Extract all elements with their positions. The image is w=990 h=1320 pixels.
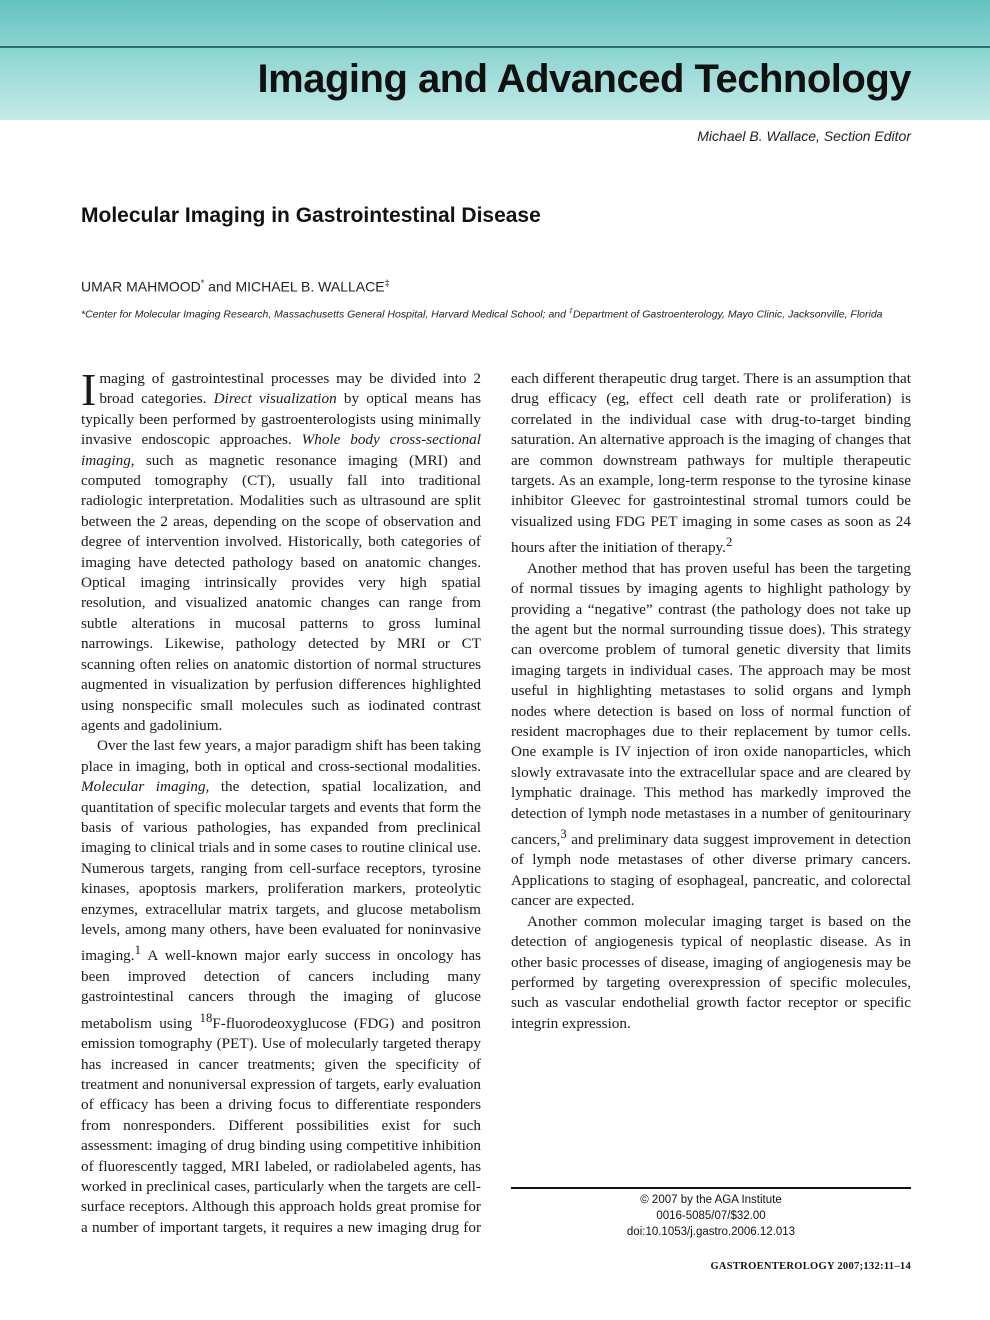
author-name: MICHAEL B. WALLACE — [235, 278, 385, 295]
dropcap: I — [81, 369, 97, 415]
section-title: Imaging and Advanced Technology — [257, 57, 911, 101]
paragraph: Imaging of gastrointestinal processes may be divided into 2 broad categories. Direct visualization by optical means has typically been performed by gastroenterologists using minimally invasive endoscopic approaches. Whole body cross-sectional imaging, such as magnetic resonance imaging (MRI) and computed tomography (CT), usually fall into traditional radiologic interpretation. Modalities such as ultrasound are split between the 2 areas, depending on the scope of observation and degree of intervention involved. Historically, both categories of imaging have detected pathology based on anatomic changes. Optical imaging intrinsically provides very high spatial resolution, and visualized anatomic changes can range from subtle alterations in mucosal patterns to gross luminal narrowings. Likewise, pathology detected by MRI or CT scanning often relies on anatomic distortion of normal structures augmented in visualization by perfusion differences highlighted using nonspecific small molecules such as iodinated contrast agents and gadolinium. — [81, 369, 482, 734]
article-body — [81, 369, 911, 1244]
affil-mark: ‡ — [568, 308, 573, 315]
doi-line: doi:10.1053/j.gastro.2006.12.013 — [626, 1226, 796, 1238]
banner-rule — [0, 46, 990, 48]
reference-marker: 2 — [725, 535, 733, 550]
affil-mark: * — [81, 308, 86, 321]
author-mark: ‡ — [384, 278, 390, 288]
author-conjunction: and — [204, 278, 236, 295]
journal-citation: GASTROENTEROLOGY 2007;132:11–14 — [710, 1261, 911, 1272]
reference-marker: 1 — [134, 943, 141, 958]
paragraph: Over the last few years, a major paradigm shift has been taking place in imaging, both in optical and cross-sectional modalities. Molecular imaging, the detection, spatial localization, and quantitation of specific molecular targets and events that form the basis of various pathologies, has expanded from preclinical imaging to clinical trials and in some cases to routine clinical use. Numerous targets, ranging from cell-surface receptors, tyrosine kinases, apoptosis markers, proliferation markers, proteolytic enzymes, extracellular matrix targets, and glucose metabolism levels, among many others, have been evaluated for noninvasive imaging.$^1$ A well-known major early success in oncology has been improved detection of cancers including many gastrointestinal cancers through the imaging of glucose metabolism using $^{18}$F-fluorodeoxyglucose (FDG) and positron emission tomography (PET). Use of molecularly targeted therapy has increased in cancer treatments; given the specificity of treatment and nonuniversal expression of targets, early evaluation of efficacy has been a driving focus to differentiate responders from nonresponders. Different possibilities exist for such assessment: imaging of drug binding using competitive inhibition of fluorescently tagged, MRI labeled, or radiolabeled agents, has worked in preclinical cases, particularly when the targets are cell-surface receptors. Although this approach holds great promise for a number of important targets, it requires a new imaging drug for each different therapeutic drug target. There is an assumption that drug efficacy (eg, effect cell death rate or proliferation) is correlated in the individual case with drug-to-target binding saturation. An alternative approach is the imaging of changes that are common downstream pathways for multiple therapeutic targets. As an example, long-term response to the tyrosine kinase inhibitor Gleevec for gastrointestinal stromal tumors could be visualized using FDG PET imaging in some cases as soon as 24 hours after the initiation of therapy.$^2$ — [81, 370, 911, 1236]
affiliation: Department of Gastroenterology, Mayo Clinic, Jacksonville, Florida — [572, 308, 883, 321]
issn-line: 0016-5085/07/$32.00 — [656, 1210, 766, 1222]
isotope-marker: 18 — [199, 1010, 213, 1025]
paragraph: Another method that has proven useful has been the targeting of normal tissues by imaging agents to highlight pathology by providing a “negative” contrast (the pathology does not take up the agent but the normal surrounding tissue does). This strategy can overcome problem of tumoral genetic diversity that limits imaging targets in individual cases. The approach may be most useful in highlighting metastases to solid organs and lymph nodes where detection is based on loss of normal function of resident macrophages due to their replacement by tumor cells. One example is IV injection of iron oxide nanoparticles, which slowly extravasate into the extracellular space and are cleared by lymphatic drainage. This method has markedly improved the detection of lymph node metastases in a number of genitourinary cancers,$^3$ and preliminary data suggest improvement in detection of lymph node metastases of other diverse primary cancers. Applications to staging of esophageal, pancreatic, and colorectal cancer are expected. — [511, 559, 911, 910]
copyright-line: © 2007 by the AGA Institute — [640, 1194, 782, 1206]
reference-marker: 3 — [560, 827, 567, 841]
affiliations — [81, 308, 911, 321]
paragraph: Another common molecular imaging target is based on the detection of angiogenesis typical of neoplastic disease. As in other basic processes of disease, imaging of angiogenesis may be performed by targeting overexpression of specific molecules, such as vascular endothelial growth factor receptor or specific integrin expression. — [511, 912, 911, 1032]
article-title: Molecular Imaging in Gastrointestinal Disease — [81, 204, 541, 227]
author-mark: * — [200, 278, 205, 288]
section-banner — [0, 0, 990, 120]
section-editor: Michael B. Wallace, Section Editor — [697, 128, 911, 144]
author-list — [81, 278, 390, 295]
author-name: UMAR MAHMOOD — [81, 278, 201, 295]
affiliation: Center for Molecular Imaging Research, Massachusetts General Hospital, Harvard Medical School; and — [85, 308, 569, 321]
